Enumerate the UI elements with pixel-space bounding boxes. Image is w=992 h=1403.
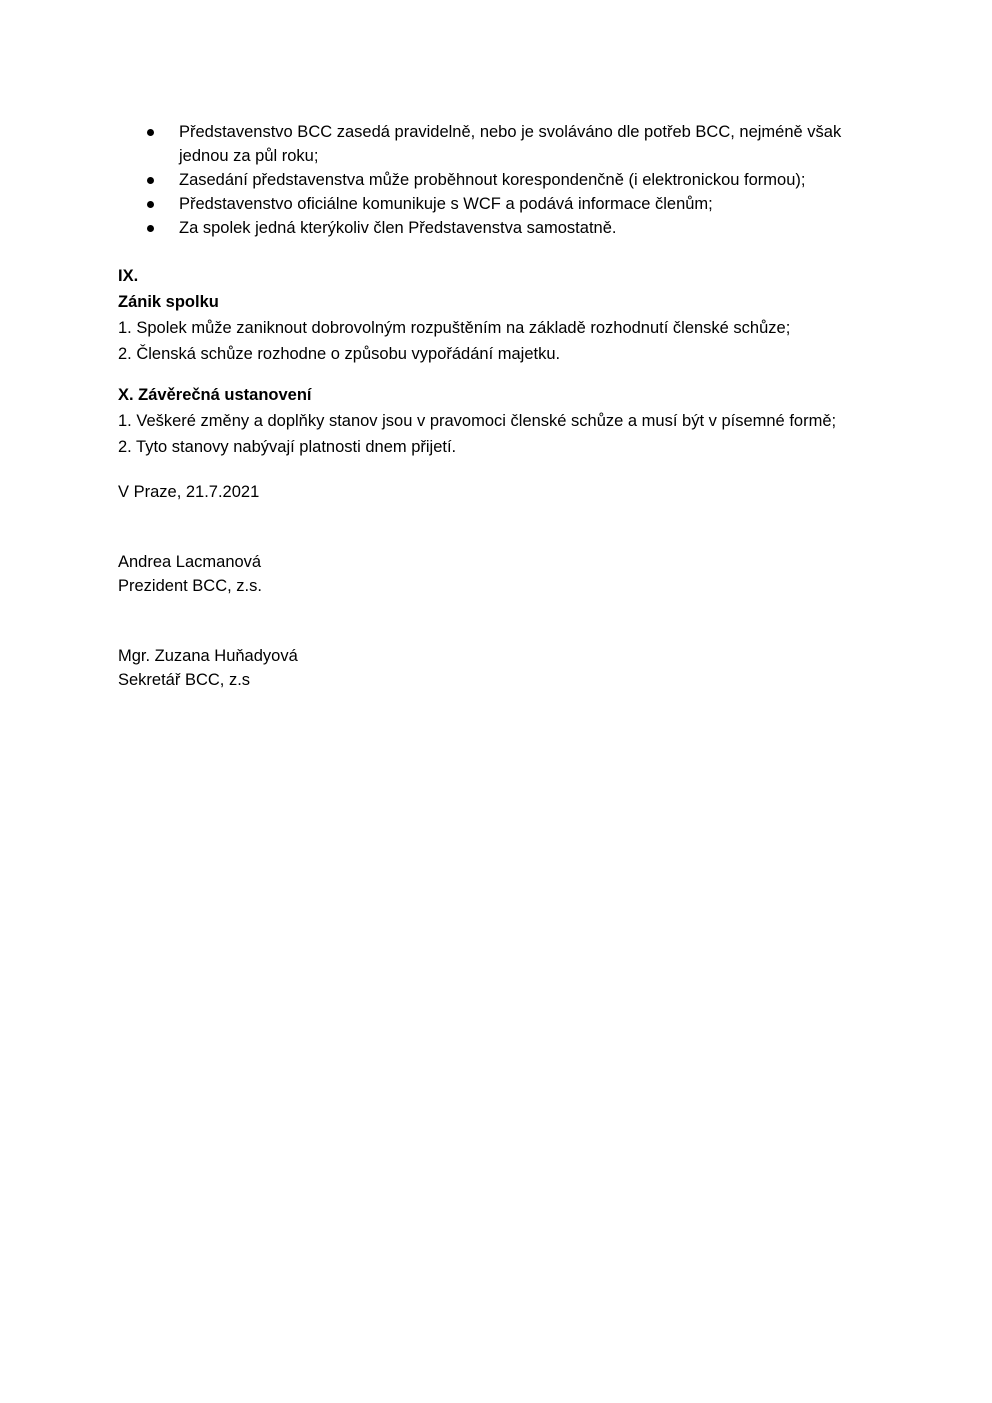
- list-item-text: Zasedání představenstva může proběhnout korespondenčně (i elektronickou formou);: [179, 171, 806, 189]
- signatory: [118, 550, 898, 598]
- place-date-text: V Praze, 21.7.2021: [118, 483, 260, 501]
- section-title: X. Závěrečná ustanovení: [118, 386, 312, 404]
- bullet-icon: [147, 225, 154, 232]
- list-item: [142, 216, 882, 240]
- list-item: [142, 192, 882, 216]
- section-number: IX.: [118, 267, 139, 285]
- signatory-name: Mgr. Zuzana Huňadyová: [118, 647, 298, 665]
- signatory-role: Sekretář BCC, z.s: [118, 671, 251, 689]
- board-rules-list: [142, 120, 882, 240]
- list-item-text: Představenstvo BCC zasedá pravidelně, nebo je svoláváno dle potřeb BCC, nejméně však jednou za půl roku;: [179, 123, 842, 165]
- signatory: [118, 644, 898, 692]
- list-item-text: Představenstvo oficiálne komunikuje s WCF a podává informace členům;: [179, 195, 713, 213]
- bullet-icon: [147, 129, 154, 136]
- signatory-role: Prezident BCC, z.s.: [118, 577, 262, 595]
- bullet-icon: [147, 177, 154, 184]
- bullet-icon: [147, 201, 154, 208]
- section-ix: [118, 264, 898, 366]
- section-x: [118, 383, 898, 459]
- section-item: 2. Tyto stanovy nabývají platnosti dnem přijetí.: [118, 438, 457, 456]
- section-item: 1. Veškeré změny a doplňky stanov jsou v pravomoci členské schůze a musí být v písemné formě;: [118, 412, 837, 430]
- list-item-text: Za spolek jedná kterýkoliv člen Představenstva samostatně.: [179, 219, 617, 237]
- place-date: [118, 480, 898, 504]
- section-title: Zánik spolku: [118, 293, 219, 311]
- section-item: 1. Spolek může zaniknout dobrovolným rozpuštěním na základě rozhodnutí členské schůze;: [118, 319, 791, 337]
- section-item: 2. Členská schůze rozhodne o způsobu vypořádání majetku.: [118, 345, 561, 363]
- signatory-name: Andrea Lacmanová: [118, 553, 262, 571]
- list-item: [142, 120, 882, 168]
- list-item: [142, 168, 882, 192]
